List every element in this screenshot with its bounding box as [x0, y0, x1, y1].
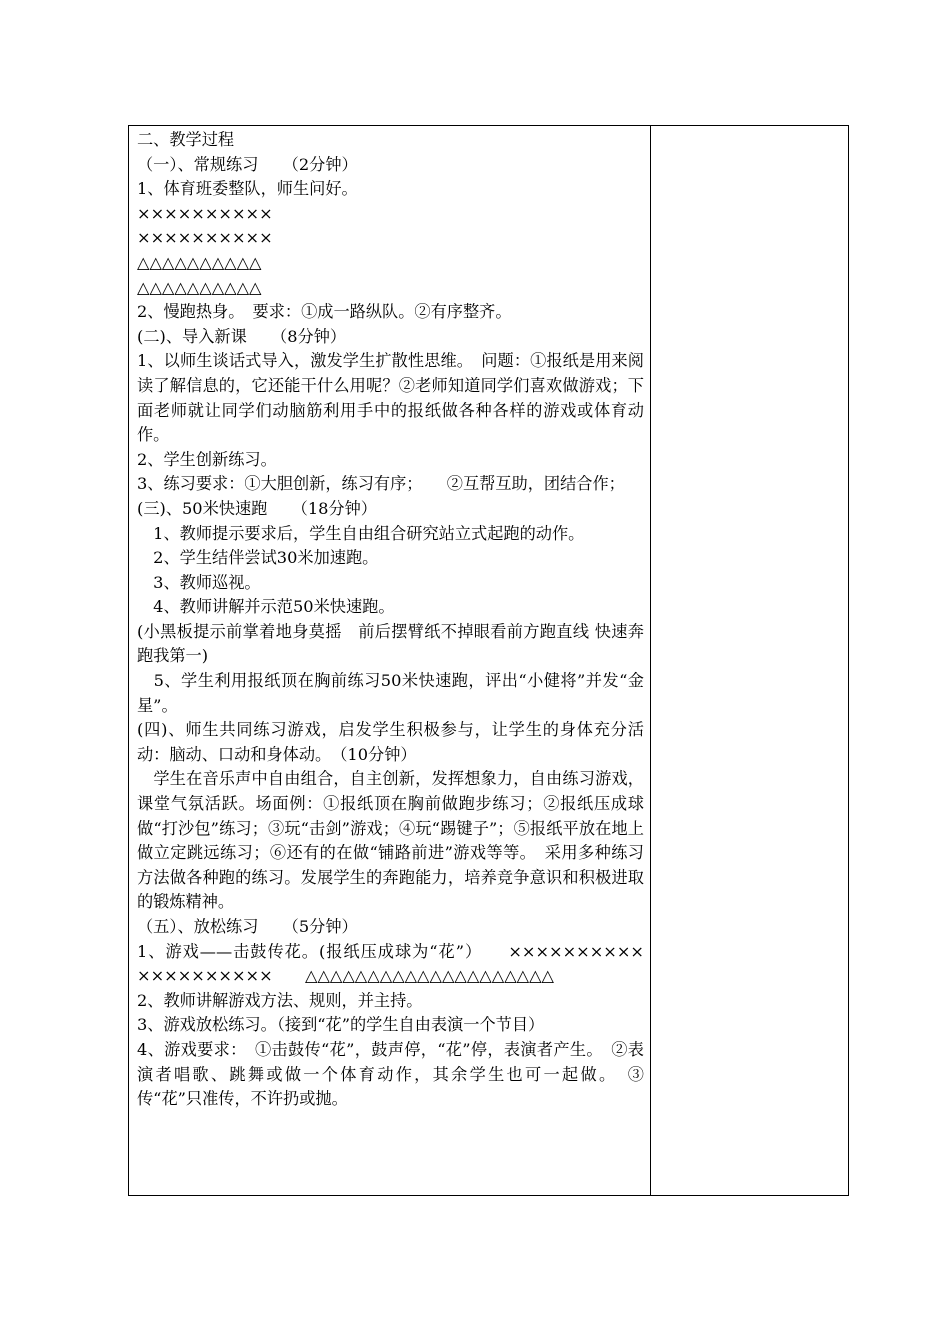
- section-title: 二、教学过程: [137, 130, 235, 149]
- paragraph: 1、教师提示要求后，学生自由组合研究站立式起跑的动作。: [137, 523, 585, 543]
- formation-row: ××××××××××: [137, 228, 273, 248]
- paragraph: （五）、放松练习 （5分钟）: [137, 917, 358, 936]
- paragraph: 学生在音乐声中自由组合，自主创新，发挥想象力，自由练习游戏，课堂气氛活跃。场面例：①报纸顶在胸前做跑步练习；②报纸压成球做“打沙包”练习；③玩“击剑”游戏；④玩“踢键子”；⑤报纸平放在地上做立定跳远练习；⑥还有的在做“铺路前进”游戏等等。 采用多种练习方法做各种跑的练习。发展学生的奔跑能力，培养竞争意识和积极进取的锻炼精神。: [137, 769, 644, 912]
- formation-row: ××××××××××: [137, 203, 273, 223]
- paragraph: 4、游戏要求： ①击鼓传“花”，鼓声停，“花”停，表演者产生。 ②表演者唱歌、跳舞或做一个体育动作，其余学生也可一起做。 ③传“花”只准传，不许扔或抛。: [137, 1039, 644, 1109]
- paragraph: （一）、常规练习 （2分钟）: [137, 154, 358, 174]
- teaching-process-cell: [129, 126, 677, 1196]
- paragraph: 3、游戏放松练习。（接到“花”的学生自由表演一个节目）: [137, 1015, 545, 1035]
- notes-cell: [651, 126, 849, 1196]
- paragraph: (小黑板提示前掌着地身莫摇 前后摆臂纸不掉眼看前方跑直线 快速奔跑我第一): [137, 621, 644, 666]
- paragraph: 2、慢跑热身。 要求：①成一路纵队。②有序整齐。: [137, 302, 512, 322]
- paragraph: 3、练习要求：①大胆创新，练习有序； ②互帮互助，团结合作；: [137, 474, 625, 494]
- paragraph: 1、体育班委整队，师生问好。: [137, 179, 358, 199]
- paragraph: 2、教师讲解游戏方法、规则，并主持。: [137, 990, 423, 1010]
- formation-row: △△△△△△△△△△: [137, 252, 262, 272]
- paragraph: (二)、导入新课 （8分钟）: [137, 326, 347, 346]
- lesson-plan-table: [128, 125, 849, 1196]
- paragraph: 1、游戏——击鼓传花。(报纸压成球为“花”） ×××××××××× ×××××××××× △△△△△△△△△△△△△△△△△△△△: [137, 941, 677, 986]
- formation-row: △△△△△△△△△△: [137, 277, 262, 297]
- paragraph: 1、以师生谈话式导入，激发学生扩散性思维。 问题：①报纸是用来阅读了解信息的，它还能干什么用呢？②老师知道同学们喜欢做游戏；下面老师就让同学们动脑筋利用手中的报纸做各种各样的游戏或体育动作。: [137, 351, 644, 445]
- paragraph: (三)、50米快速跑 （18分钟）: [137, 498, 377, 518]
- paragraph: 5、学生利用报纸顶在胸前练习50米快速跑，评出“小健将”并发“金星”。: [137, 671, 644, 715]
- paragraph: 2、学生结伴尝试30米加速跑。: [137, 548, 379, 568]
- paragraph: 2、学生创新练习。: [137, 449, 277, 469]
- paragraph: 3、教师巡视。: [137, 572, 261, 592]
- paragraph: 4、教师讲解并示范50米快速跑。: [137, 597, 395, 617]
- teaching-process-content: [129, 126, 677, 1112]
- table-row: [129, 126, 849, 1196]
- paragraph: (四)、师生共同练习游戏，启发学生积极参与，让学生的身体充分活动：脑动、口动和身体动。 （10分钟）: [137, 720, 644, 764]
